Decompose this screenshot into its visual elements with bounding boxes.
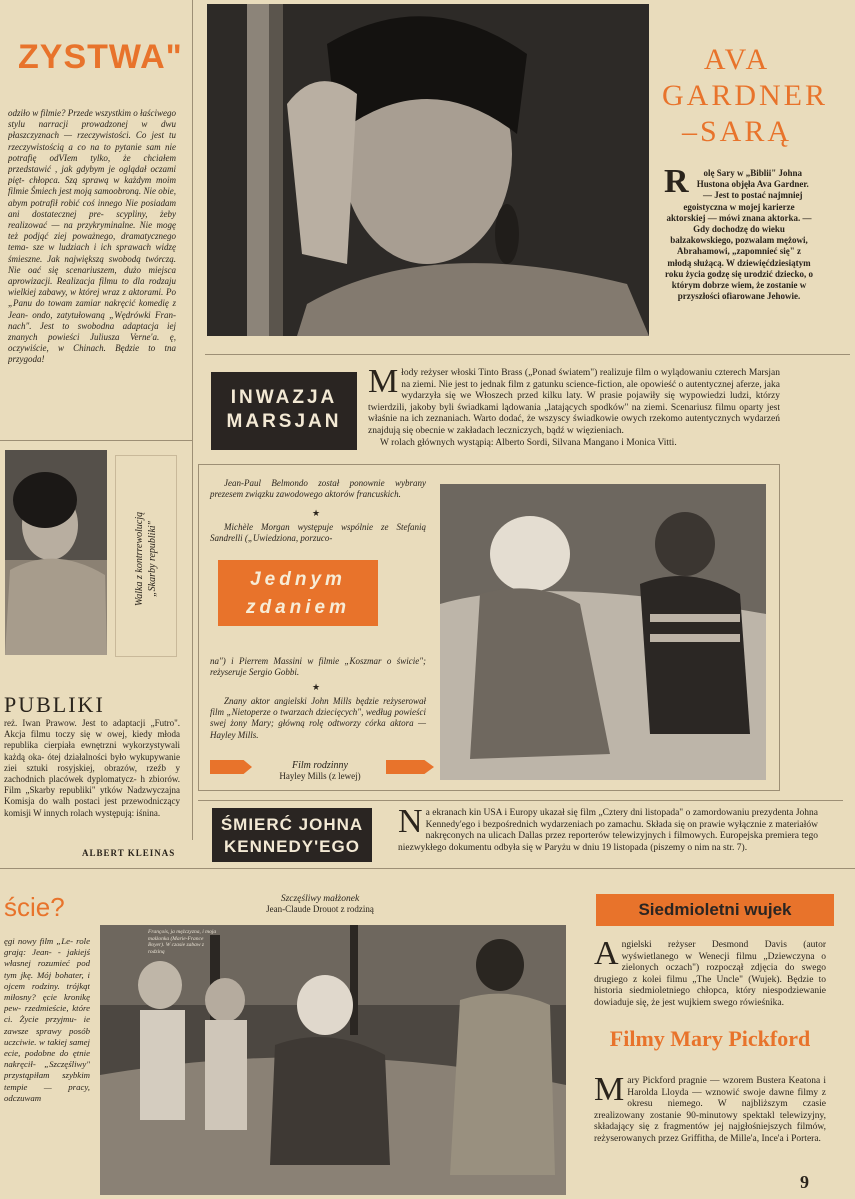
- szczesliwy-photo: [100, 925, 566, 1195]
- ava-body: olę Sary w „Biblii" Johna Hustona objęła Ava Gardner. — Jest to postać najmniej egoistyczna w mojej karierze aktorskiej — mówi znana aktorka. — Gdy dochodzę do wieku balzakowskiego, pozwalam mężowi, Abrahamowi, „zapomnieć się" z młodą służącą. W dziewięćdziesiątym roku życia godzę się urodzić dziecko, o którym dobrze wiem, że zostanie w przyszłości ofiarowane Jehowie.: [665, 168, 813, 302]
- publiki-article: reż. Iwan Prawow. Jest to adaptacji „Futro". Akcja filmu toczy się w owej, kiedy młoda republika cierpiała ewnętrzni wykorzystywali każdą oka- ótej działalności było wykupywanie ziei sztuki rosyjskiej, obrazów, rzeźb y zachodnich placówek dyplomatycz- h zbiorów. Film „Skarby republiki" ytków Nadzwyczajna Komisja do walh postaci jest przewodniczący komisji W innych rolach występują: iśnina.: [4, 718, 180, 818]
- jednym-star-2: ★: [312, 682, 321, 692]
- ava-gardner-photo: [207, 4, 649, 336]
- jednym-zdaniem-banner: [218, 560, 378, 626]
- siedmioletni-article: [594, 935, 826, 1010]
- kennedy-dropcap: N: [398, 803, 423, 840]
- page-number: 9: [800, 1172, 809, 1192]
- pickford-article: [594, 1071, 826, 1146]
- ava-title-line-1: AVA: [703, 43, 771, 76]
- caption-arrow-right: [386, 760, 434, 774]
- vertical-caption-line-2: „Skarby republiki": [147, 521, 158, 597]
- film-rodzinny-caption: [250, 760, 390, 781]
- skarby-republiki-photo: [5, 450, 107, 655]
- ava-title-line-2: GARDNER: [662, 79, 829, 112]
- inwazja-title-box: [211, 372, 357, 450]
- ava-title-line-3: –SARĄ: [681, 115, 793, 148]
- pickford-dropcap: M: [594, 1071, 625, 1108]
- left-top-heading: ZYSTWA": [18, 38, 183, 76]
- jednym-title-line-1: Jednym: [250, 569, 346, 590]
- inwazja-body: łody reżyser włoski Tinto Brass („Ponad światem") realizuje film o wylądowaniu czterech Marsjan na ziemi. Nie jest to jednak film z gatunku science-fiction, ale opowieść o autentycznej aferze, jaka wydarzyła się we Włoszech przed kilku laty. W prasie pojawiły się wypowiedzi ludzi, którzy twierdzili, jakoby byli świadkami lądowania „latających spodków" na ziemi. Scenariusz filmu oparty jest właśnie na ich zeznaniach. Warto dodać, że wszyscy świadkowie owych rzekomo autentycznych wydarzeń znajdują się obecnie w zakładach leczniczych, bądź w więzieniach.: [368, 368, 780, 436]
- inwazja-title-line-2: MARSJAN: [226, 411, 342, 432]
- kennedy-title-box: [212, 808, 372, 862]
- szczesliwy-caption: [210, 894, 430, 914]
- jednym-item-2: Michèle Morgan występuje wspólnie ze Stefanią Sandrelli („Uwiedziona, porzuco-: [210, 522, 426, 544]
- caption-title: Film rodzinny: [291, 760, 348, 771]
- film-rodzinny-photo: [440, 484, 766, 780]
- kennedy-body: a ekranach kin USA i Europy ukazał się film „Cztery dni listopada" o zamordowaniu prezydenta Johna Kennedy'ego i bezpośrednich wydarzeniach po zamachu. Składa się on prawie wyłącznie z materiałów nakręconych na ulicach Dallas przez reporterów telewizyjnych i filmowych. Europejska premiera tego niezwykłego dokumentu odbyła się w Paryżu w dniu 19 listopada (piszemy o nim na str. 7).: [398, 808, 818, 853]
- kennedy-title-line-1: ŚMIERĆ JOHNA: [220, 815, 364, 834]
- inwazja-article: [368, 363, 780, 449]
- pickford-body: ary Pickford pragnie — wzorem Bustera Keatona i Harolda Lloyda — wznowić swoje dawne filmy z okresu niemego. W najbliższym czasie zrealizowany zostanie 90-minutowy spektakl telewizyjny, składający się z fragmentów jej najgłośniejszych filmów, reżyserowanych przez Griffitha, de Mille'a, Ince'a i Portera.: [594, 1076, 826, 1144]
- ava-article: [664, 163, 814, 302]
- inwazja-dropcap: M: [368, 363, 399, 400]
- skarby-vertical-caption: [115, 455, 177, 657]
- jednym-star-1: ★: [312, 508, 321, 518]
- pickford-title: Filmy Mary Pickford: [609, 1026, 811, 1051]
- bottom-left-article: ęgi nowy film „Le- role grają: Jean- - jakiejś własnej rozumieć pod tym jkę. Mój bohater, i ojcem rodziny. trójkąt miłosny? ęcie kronikę pew- rzedmieście, które ci. Życie przyjmu- ie zawsze sprawy posób uczciwie. w takiej samej ecie, podobne do ętnie nakręcił- „Szczęśliwy" przystąpiłam szybkim tempie — pracy, odczuwam: [4, 936, 90, 1103]
- szczesliwy-sub: Jean-Claude Drouot z rodziną: [266, 904, 374, 914]
- siedmioletni-title-box: Siedmioletni wujek: [596, 894, 834, 926]
- caption-arrow-left: [210, 760, 252, 774]
- siedmioletni-dropcap: A: [594, 935, 619, 972]
- ava-title: [662, 42, 829, 150]
- siedmioletni-body: ngielski reżyser Desmond Davis (autor wyświetlanego w Wenecji filmu „Dziewczyna o zielonych oczach") rozpoczął zdjęcia do swego drugiego z kolei filmu „The Uncle" (Wujek). Będzie to historia siedmioletniego chłopca, który niespodziewanie dowiaduje się, że jest wujkiem swego rówieśnika.: [594, 940, 826, 1008]
- kennedy-title-line-2: KENNEDY'EGO: [224, 837, 360, 856]
- publiki-heading: PUBLIKI: [4, 692, 105, 717]
- inwazja-cast: W rolach głównych wystąpią: Alberto Sordi, Silvana Mangano i Monica Vitti.: [380, 437, 677, 448]
- publiki-signature: ALBERT KLEINAS: [82, 848, 176, 858]
- inwazja-title-line-1: INWAZJA: [230, 387, 338, 408]
- kennedy-article: [398, 803, 818, 854]
- jednym-item-1: Jean-Paul Belmondo został ponownie wybrany prezesem związku zawodowego aktorów francuskich.: [210, 478, 426, 500]
- jednym-title-line-2: zdaniem: [245, 597, 351, 618]
- jednym-item-3: na") i Pierrem Massini w filmie „Koszmar o świcie"; reżyseruje Sergio Gobbi.: [210, 656, 426, 678]
- jednym-item-4: Znany aktor angielski John Mills będzie reżyserował film „Nietoperze o twarzach dziecięcych", według powieści swej żony Mary; główną rolę odtworzy córka aktora — Hayley Mills.: [210, 696, 426, 740]
- left-top-article: odziło w filmie? Przede wszystkim o łaściwego stylu narracji prowadzonej w dwu płaszczyznach — rzeczywistości. Co jest tu rzeczywistością a co na to pytanie sam nie potrafię odVIem tylko, że chciałem przedstawić , jak gdybym je oglądał oczami pięt- chłopca. Szą sprawą w każdym moim filmie Śmiech jest moją samoobroną. Nie obie, abym potrafił robić coś innego Nie posiadam ani dostatecznej pre- scypliny, żeby realizować — na przykryminalne. Nie mogę też podjąć ziej poważnego, dramatycznego tema- sze w ludziach i ich sprawach widzę śmieszne. Jak największą swobodą twórczą. Nie oać się scenariuszem, dużo miejsca aprowizacji. Realizacja filmu to dla rodzaju wielkiej zabawy, w której wraz z aktorami. Po „Panu do towam zamiar nakręcić komedię z Jean- ondo, zatytułowaną „Wędrówki Fran- nach". Jest to swobodna adaptacja iej znanych powieści Juliusza Verne'a. ę, oczywiście, w Chinach. Będzie to tna przygoda!: [8, 108, 176, 365]
- caption-sub: Hayley Mills (z lewej): [279, 771, 361, 781]
- szczesliwy-title: Szczęśliwy małżonek: [280, 894, 360, 904]
- vertical-caption-line-1: Walka z kontrrewolucją: [134, 511, 145, 607]
- bottom-left-heading: ście?: [4, 892, 65, 922]
- szczesliwy-inset-text: François, ja mężczyzna, i moja małżonka (Marie-France Boyer). W czasie zabaw z rodziną: [148, 929, 217, 955]
- ava-dropcap: R: [664, 163, 689, 200]
